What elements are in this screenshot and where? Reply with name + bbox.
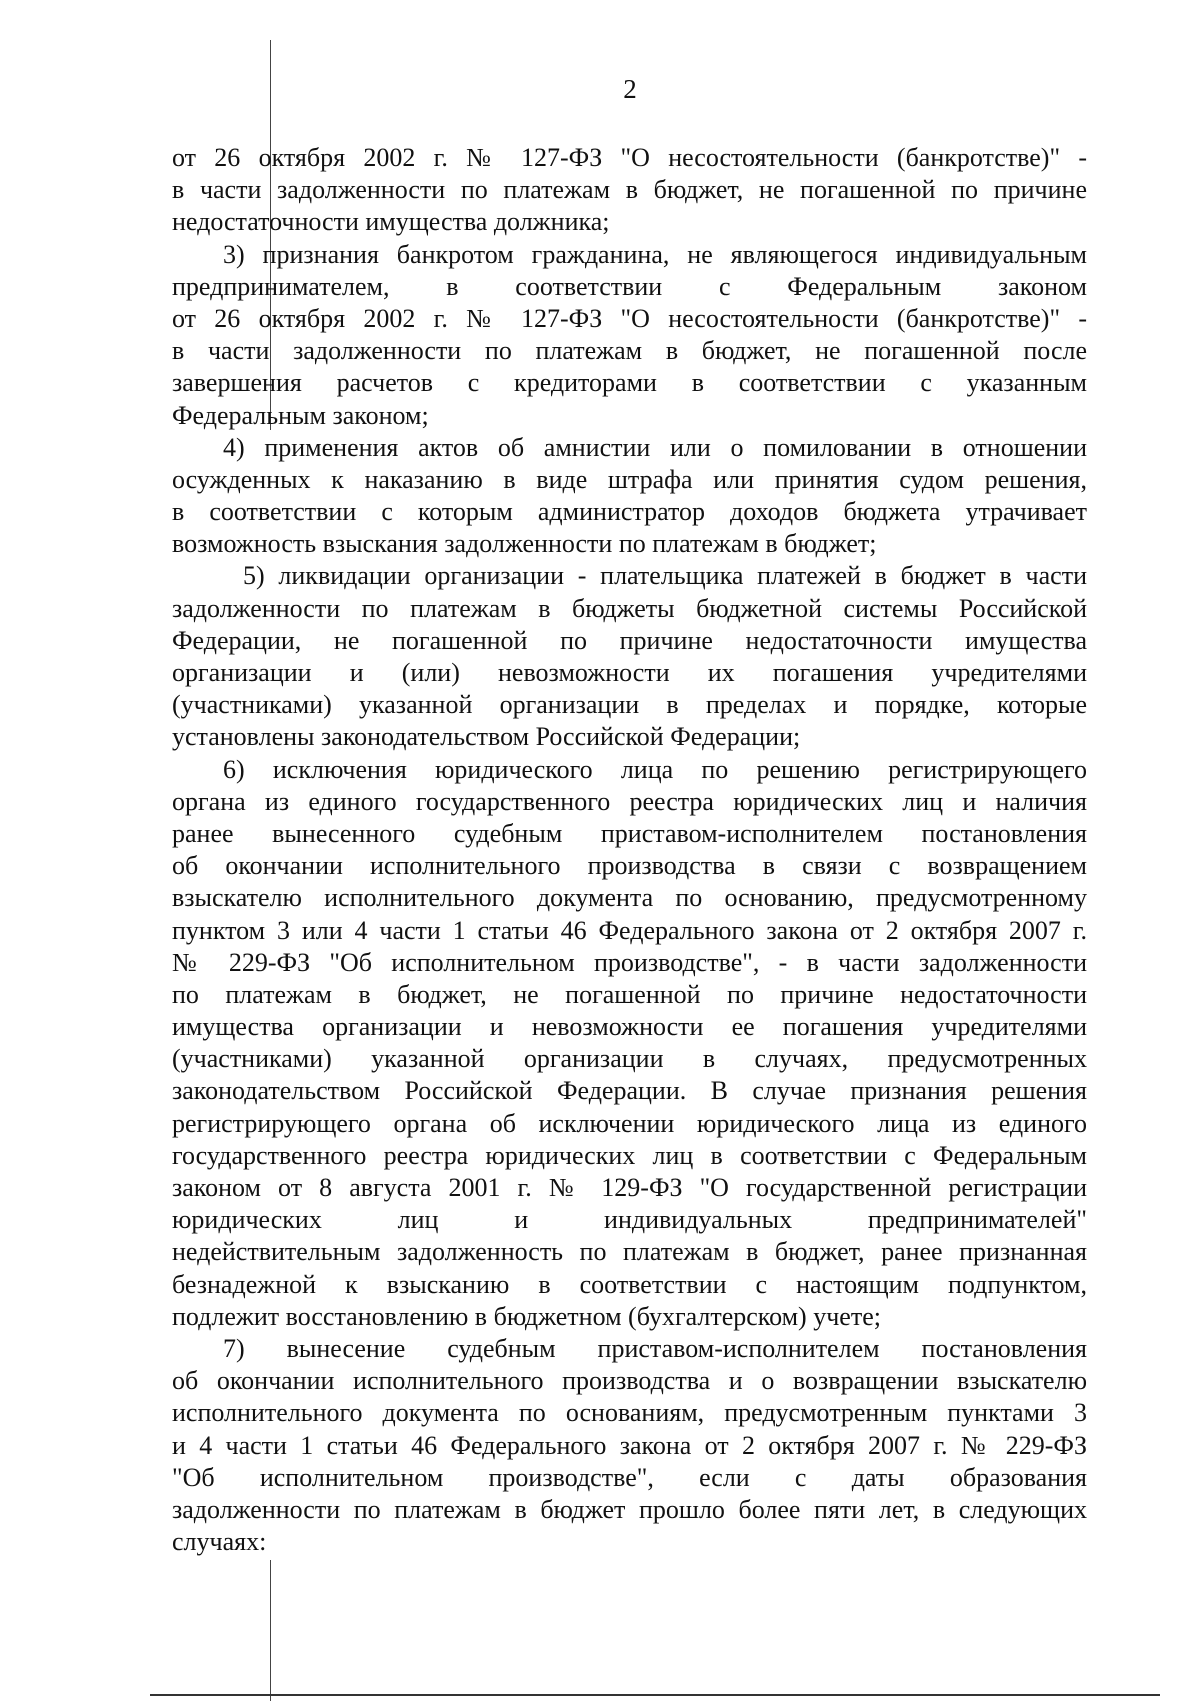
text-line: законом от 8 августа 2001 г. № 129-ФЗ "О государственной регистрации <box>172 1173 1087 1202</box>
text-line: недостаточности имущества должника; <box>172 207 610 237</box>
text-line: взыскателю исполнительного документа по основанию, предусмотренному <box>172 883 1087 913</box>
text-line: государственного реестра юридических лиц в соответствии с Федеральным <box>172 1140 1087 1170</box>
text-line: в части задолженности по платежам в бюджет, не погашенной после <box>172 336 1087 366</box>
text-line: и 4 части 1 статьи 46 Федерального закона от 2 октября 2007 г. № 229-ФЗ <box>172 1430 1087 1460</box>
text-line: "Об исполнительном производстве", если с даты образования <box>172 1462 1087 1492</box>
text-line: Федеральным законом; <box>172 400 429 430</box>
text-line: случаях: <box>172 1527 267 1557</box>
text-line: органа из единого государственного реестра юридических лиц и наличия <box>172 786 1087 816</box>
text-line: безнадежной к взысканию в соответствии с настоящим подпунктом, <box>172 1269 1087 1299</box>
text-line: имущества организации и невозможности ее погашения учредителями <box>172 1012 1087 1042</box>
text-line: недействительным задолженность по платежам в бюджет, ранее признанная <box>172 1237 1087 1267</box>
text-line: 6) исключения юридического лица по решению регистрирующего <box>223 754 1087 784</box>
text-line: ранее вынесенного судебным приставом-исполнителем постановления <box>172 818 1087 848</box>
text-line: в соответствии с которым администратор доходов бюджета утрачивает <box>172 497 1087 527</box>
text-line: 4) применения актов об амнистии или о помиловании в отношении <box>223 432 1087 462</box>
text-line: предпринимателем, в соответствии с Федеральным законом <box>172 271 1087 301</box>
text-line: юридических лиц и индивидуальных предпринимателей" <box>172 1205 1087 1235</box>
text-line: задолженности по платежам в бюджеты бюджетной системы Российской <box>172 593 1087 623</box>
text-line: регистрирующего органа об исключении юридического лица из единого <box>172 1108 1087 1138</box>
text-line: 3) признания банкротом гражданина, не являющегося индивидуальным <box>223 239 1087 269</box>
text-line: Федерации, не погашенной по причине недостаточности имущества <box>172 625 1087 655</box>
text-line: от 26 октября 2002 г. № 127-ФЗ "О несостоятельности (банкротстве)" - <box>172 303 1087 333</box>
text-line: осужденных к наказанию в виде штрафа или принятия судом решения, <box>172 464 1087 494</box>
text-line: № 229-ФЗ "Об исполнительном производстве", - в части задолженности <box>172 947 1087 977</box>
text-line: (участниками) указанной организации в случаях, предусмотренных <box>172 1044 1087 1074</box>
text-line: подлежит восстановлению в бюджетном (бухгалтерском) учете; <box>172 1301 881 1331</box>
text-line: от 26 октября 2002 г. № 127-ФЗ "О несостоятельности (банкротстве)" - <box>172 143 1087 172</box>
text-line: законодательством Российской Федерации. В случае признания решения <box>172 1076 1087 1106</box>
scan-fold-line-bottom <box>270 1560 271 1701</box>
text-line: об окончании исполнительного производства в связи с возвращением <box>172 851 1087 881</box>
document-body <box>172 142 1087 1558</box>
text-line: задолженности по платежам в бюджет прошло более пяти лет, в следующих <box>172 1494 1087 1524</box>
text-line: 5) ликвидации организации - плательщика платежей в бюджет в части <box>243 561 1087 591</box>
text-line: по платежам в бюджет, не погашенной по причине недостаточности <box>172 979 1087 1009</box>
text-line: пунктом 3 или 4 части 1 статьи 46 Федерального закона от 2 октября 2007 г. <box>172 915 1087 945</box>
text-line: в части задолженности по платежам в бюджет, не погашенной по причине <box>172 175 1087 205</box>
text-line: организации и (или) невозможности их погашения учредителями <box>172 658 1087 687</box>
text-line: установлены законодательством Российской Федерации; <box>172 722 801 752</box>
text-line: исполнительного документа по основаниям, предусмотренным пунктами 3 <box>172 1398 1087 1428</box>
page-number: 2 <box>623 74 637 104</box>
text-line: возможность взыскания задолженности по платежам в бюджет; <box>172 529 877 559</box>
text-line: об окончании исполнительного производства и о возвращении взыскателю <box>172 1366 1087 1396</box>
text-line: (участниками) указанной организации в пределах и порядке, которые <box>172 690 1087 720</box>
text-line: завершения расчетов с кредиторами в соответствии с указанным <box>172 368 1087 398</box>
text-line: 7) вынесение судебным приставом-исполнителем постановления <box>223 1333 1087 1363</box>
page-bottom-edge <box>150 1694 1160 1696</box>
